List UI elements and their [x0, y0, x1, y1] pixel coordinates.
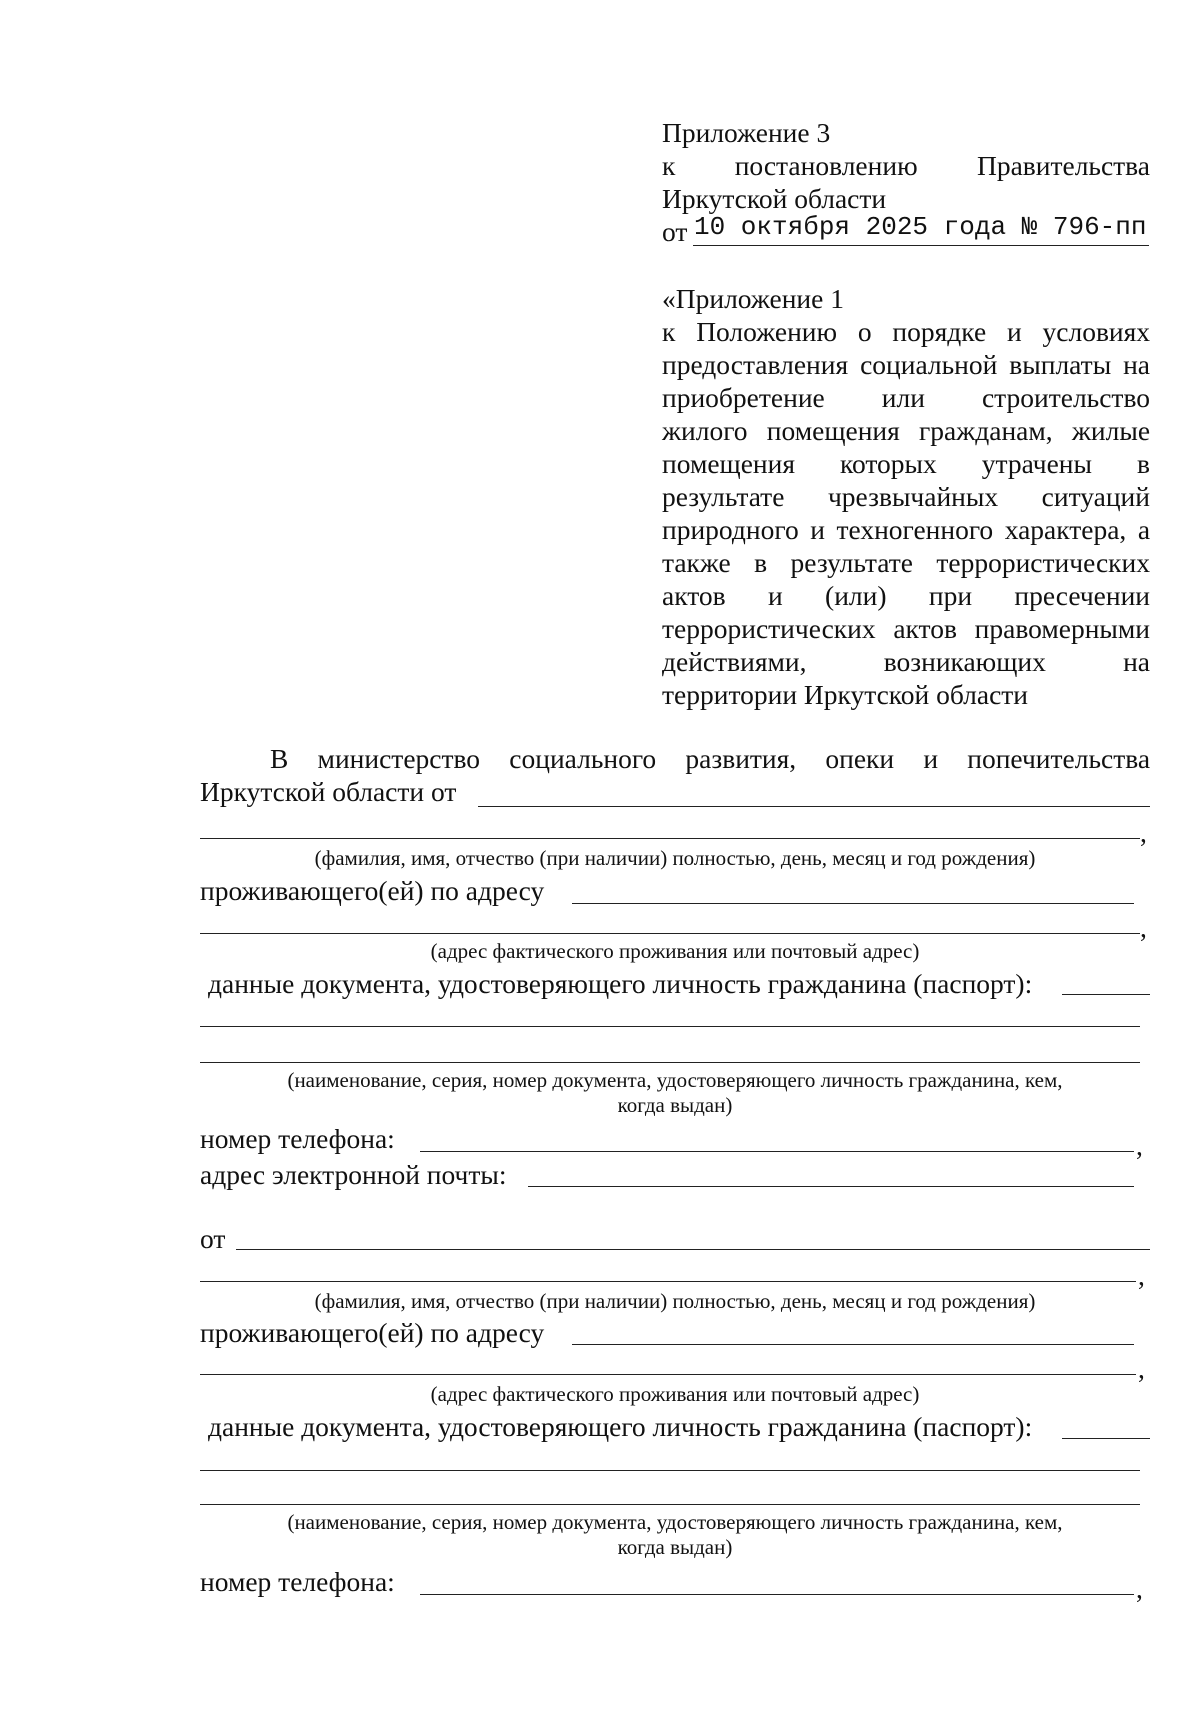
- annex-line: к Положению о порядке и условиях: [662, 316, 1151, 347]
- annex-line: актов и (или) при пресечении: [662, 580, 1151, 611]
- address-field-1[interactable]: [572, 903, 1134, 904]
- appendix-line-2: к постановлению Правительства: [662, 150, 1151, 181]
- annex-text: [662, 315, 1150, 678]
- address-field-2[interactable]: [200, 933, 1140, 934]
- address-caption: (адрес фактического проживания или почтовый адрес): [430, 939, 920, 963]
- date-prefix: от: [662, 216, 688, 247]
- annex-line: также в результате террористических: [662, 547, 1150, 578]
- annex-line: помещения которых утрачены в: [662, 448, 1150, 479]
- comma: ,: [1136, 1130, 1143, 1161]
- applicant-name-field-1[interactable]: [478, 806, 1150, 807]
- passport-field-2[interactable]: [200, 1026, 1140, 1027]
- annex-title: «Приложение 1: [662, 283, 844, 314]
- annex-line: действиями, возникающих на: [662, 646, 1151, 677]
- address-caption-2: (адрес фактического проживания или почтовый адрес): [430, 1382, 920, 1406]
- from-label: от: [200, 1223, 226, 1254]
- annex-line: предоставления социальной выплаты на: [662, 349, 1151, 380]
- annex-line: приобретение или строительство: [662, 382, 1150, 413]
- passport-field-2-1[interactable]: [1062, 1438, 1150, 1439]
- fio-caption-2: (фамилия, имя, отчество (при наличии) полностью, день, месяц и год рождения): [314, 1289, 1036, 1313]
- second-name-field-1[interactable]: [236, 1249, 1150, 1250]
- appendix-title: Приложение 3: [662, 117, 831, 148]
- phone-field-2[interactable]: [420, 1594, 1134, 1595]
- annex-line: террористических актов правомерными: [662, 613, 1151, 644]
- phone-label-2: номер телефона:: [200, 1566, 395, 1597]
- address-field-2-2[interactable]: [200, 1374, 1136, 1375]
- fio-caption: (фамилия, имя, отчество (при наличии) полностью, день, месяц и год рождения): [314, 846, 1036, 870]
- passport-field-2-3[interactable]: [200, 1504, 1140, 1505]
- applicant-name-field-2[interactable]: [200, 838, 1140, 839]
- email-field[interactable]: [528, 1186, 1134, 1187]
- address-label-2: проживающего(ей) по адресу: [200, 1317, 545, 1348]
- phone-label: номер телефона:: [200, 1123, 395, 1154]
- comma: ,: [1140, 912, 1147, 943]
- passport-field-2-2[interactable]: [200, 1470, 1140, 1471]
- document-caption-line-2: когда выдан): [617, 1093, 733, 1117]
- address-field-2-1[interactable]: [572, 1344, 1134, 1345]
- decree-date-number: 10 октября 2025 года № 796-пп: [694, 212, 1147, 242]
- passport-field-3[interactable]: [200, 1062, 1140, 1063]
- annex-line: результате чрезвычайных ситуаций: [662, 481, 1150, 512]
- document-caption-2-line-1: (наименование, серия, номер документа, удостоверяющего личность гражданина, кем,: [287, 1510, 1063, 1534]
- second-name-field-2[interactable]: [200, 1281, 1136, 1282]
- phone-field[interactable]: [420, 1151, 1134, 1152]
- appendix-line-3: Иркутской области: [662, 183, 887, 214]
- passport-label: данные документа, удостоверяющего личность гражданина (паспорт):: [208, 968, 1033, 999]
- annex-line: жилого помещения гражданам, жилые: [662, 415, 1151, 446]
- annex-last-line: территории Иркутской области: [662, 679, 1029, 710]
- comma: ,: [1138, 1260, 1145, 1291]
- document-caption-line-1: (наименование, серия, номер документа, удостоверяющего личность гражданина, кем,: [287, 1068, 1063, 1092]
- date-underline: [693, 245, 1149, 246]
- address-label: проживающего(ей) по адресу: [200, 875, 545, 906]
- document-caption-2-line-2: когда выдан): [617, 1535, 733, 1559]
- intro-line-1: В министерство социального развития, опеки и попечительства: [270, 743, 1151, 774]
- comma: ,: [1138, 1353, 1145, 1384]
- intro-line-2: Иркутской области от: [200, 776, 457, 807]
- annex-line: природного и техногенного характера, а: [662, 514, 1151, 545]
- passport-label-2: данные документа, удостоверяющего личность гражданина (паспорт):: [208, 1411, 1033, 1442]
- comma: ,: [1140, 817, 1147, 848]
- passport-field-1[interactable]: [1062, 994, 1150, 995]
- email-label: адрес электронной почты:: [200, 1159, 507, 1190]
- comma: ,: [1136, 1573, 1143, 1604]
